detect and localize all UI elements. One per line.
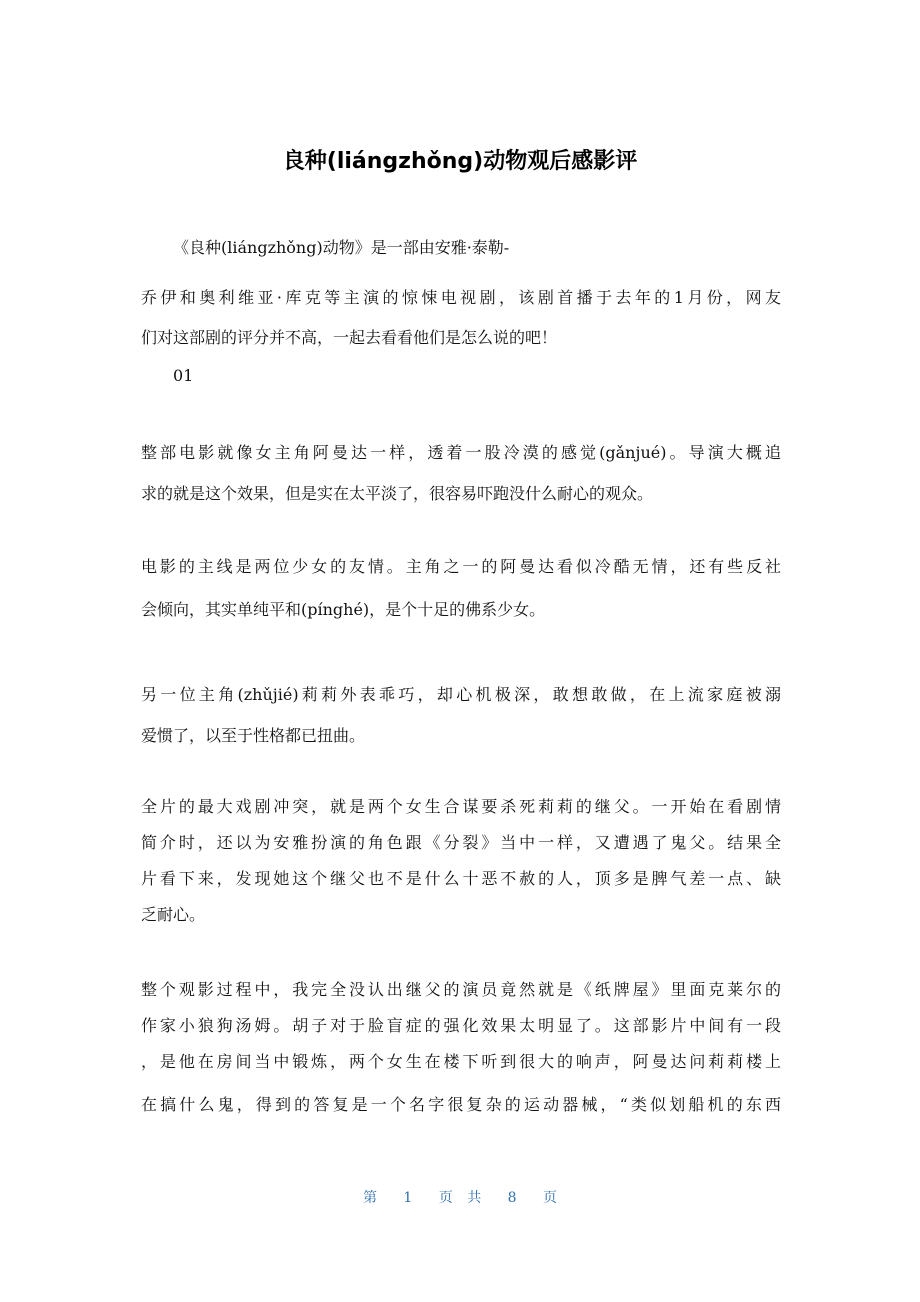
footer-current-page: 1 — [403, 1190, 413, 1206]
footer-label-middle: 页 共 — [438, 1190, 482, 1206]
footer-label-suffix: 页 — [543, 1190, 558, 1206]
footer-total-pages: 8 — [507, 1190, 517, 1206]
paragraph-line: 爱惯了，以至于性格都已扭曲。 — [141, 726, 366, 745]
paragraph-line: 全片的最大戏剧冲突，就是两个女生合谋要杀死莉莉的继父。一开始在看剧情 — [141, 797, 781, 816]
page-footer — [0, 1186, 920, 1210]
paragraph-line: 整部电影就像女主角阿曼达一样，透着一股冷漠的感觉(gǎnjué)。导演大概追 — [141, 443, 781, 462]
paragraph-line: 们对这部剧的评分并不高，一起去看看他们是怎么说的吧！ — [141, 328, 558, 347]
paragraph-line: 乔伊和奥利维亚·库克等主演的惊悚电视剧，该剧首播于去年的1月份，网友 — [141, 288, 781, 307]
paragraph-line: 简介时，还以为安雅扮演的角色跟《分裂》当中一样，又遭遇了鬼父。结果全 — [141, 833, 781, 852]
paragraph-line: 整个观影过程中，我完全没认出继父的演员竟然就是《纸牌屋》里面克莱尔的 — [141, 980, 781, 999]
paragraph-line: 电影的主线是两位少女的友情。主角之一的阿曼达看似冷酷无情，还有些反社 — [141, 557, 781, 576]
paragraph-line: 《良种(liángzhǒng)动物》是一部由安雅·泰勒- — [173, 238, 510, 257]
document-title: 良种(liángzhǒng)动物观后感影评 — [282, 149, 638, 174]
paragraph-line: 乏耐心。 — [141, 905, 206, 924]
paragraph-line: ，是他在房间当中锻炼，两个女生在楼下听到很大的响声，阿曼达问莉莉楼上 — [141, 1052, 781, 1071]
paragraph-line: 在搞什么鬼，得到的答复是一个名字很复杂的运动器械，“类似划船机的东西 — [141, 1095, 781, 1114]
paragraph-line: 求的就是这个效果，但是实在太平淡了，很容易吓跑没什么耐心的观众。 — [141, 484, 654, 503]
paragraph-line: 另一位主角(zhǔjié)莉莉外表乖巧，却心机极深，敢想敢做，在上流家庭被溺 — [141, 685, 781, 704]
paragraph-line: 片看下来，发现她这个继父也不是什么十恶不赦的人，顶多是脾气差一点、缺 — [141, 869, 781, 888]
paragraph-line: 作家小狼狗汤姆。胡子对于脸盲症的强化效果太明显了。这部影片中间有一段 — [141, 1016, 781, 1035]
footer-label-prefix: 第 — [362, 1190, 377, 1206]
paragraph-line: 会倾向，其实单纯平和(pínghé)，是个十足的佛系少女。 — [141, 600, 546, 619]
section-number: 01 — [173, 366, 194, 385]
